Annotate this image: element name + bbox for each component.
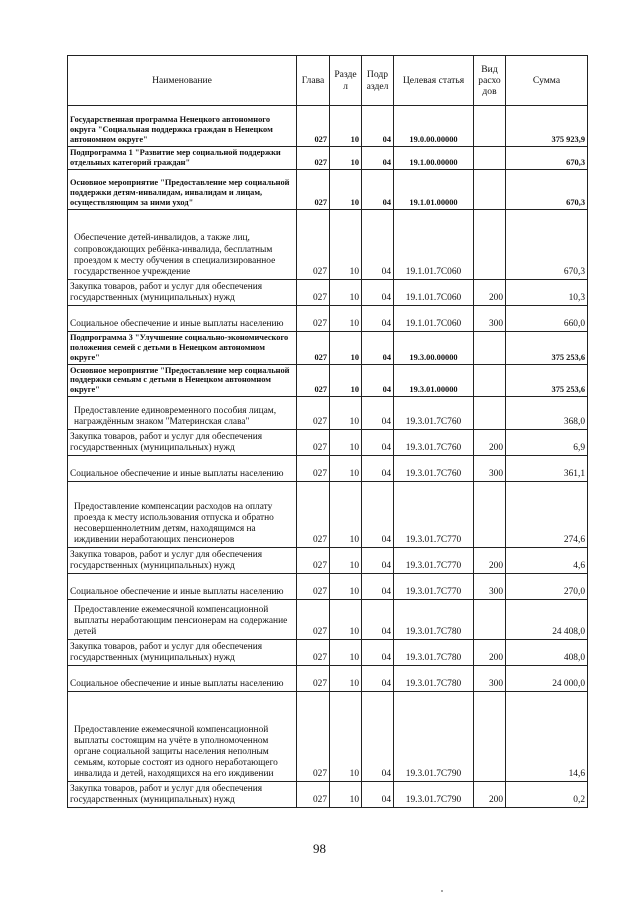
table-row bbox=[68, 600, 588, 640]
cell-podrazdel: 04 bbox=[362, 364, 394, 397]
cell-podrazdel: 04 bbox=[362, 482, 394, 548]
cell-name: Основное мероприятие "Предоставление мер социальной поддержки детям-инвалидам, инвалидам и лицам, осуществляющим за ними уход" bbox=[68, 169, 297, 209]
cell-name: Обеспечение детей-инвалидов, а также лиц, сопровождающих ребёнка-инвалида, бесплатным проездом к месту обучения в специализированное государственное учреждение bbox=[68, 209, 297, 279]
table-row bbox=[68, 169, 588, 209]
cell-glava: 027 bbox=[297, 147, 330, 170]
table-row bbox=[68, 364, 588, 397]
table-row bbox=[68, 666, 588, 692]
cell-vid-raskhodov bbox=[474, 106, 506, 147]
cell-name: Предоставление единовременного пособия лицам, награждённым знаком "Материнская слава" bbox=[68, 397, 297, 430]
header-razdel: Разде л bbox=[330, 56, 362, 106]
cell-glava: 027 bbox=[297, 169, 330, 209]
table-row bbox=[68, 279, 588, 305]
header-row bbox=[68, 56, 588, 106]
cell-name: Предоставление ежемесячной компенсационной выплаты состоящим на учёте в уполномоченном органе социальной защиты населения неполным семьям, которые состоят из одного неработающего инвалида и детей, находящихся на его иждивении bbox=[68, 692, 297, 782]
cell-summa: 24 000,0 bbox=[506, 666, 588, 692]
table-row bbox=[68, 430, 588, 456]
table-row bbox=[68, 305, 588, 331]
cell-podrazdel: 04 bbox=[362, 456, 394, 482]
cell-podrazdel: 04 bbox=[362, 666, 394, 692]
cell-glava: 027 bbox=[297, 331, 330, 364]
cell-glava: 027 bbox=[297, 305, 330, 331]
cell-tselevaya-statya: 19.1.01.00000 bbox=[394, 169, 474, 209]
cell-glava: 027 bbox=[297, 456, 330, 482]
cell-name: Закупка товаров, работ и услуг для обеспечения государственных (муниципальных) нужд bbox=[68, 279, 297, 305]
cell-podrazdel: 04 bbox=[362, 640, 394, 666]
cell-summa: 10,3 bbox=[506, 279, 588, 305]
cell-summa: 368,0 bbox=[506, 397, 588, 430]
cell-summa: 375 253,6 bbox=[506, 331, 588, 364]
cell-glava: 027 bbox=[297, 430, 330, 456]
cell-glava: 027 bbox=[297, 106, 330, 147]
header-vid-raskhodov: Вид расхо дов bbox=[474, 56, 506, 106]
table-row bbox=[68, 548, 588, 574]
cell-razdel: 10 bbox=[330, 209, 362, 279]
cell-summa: 670,3 bbox=[506, 169, 588, 209]
table-row bbox=[68, 209, 588, 279]
cell-tselevaya-statya: 19.3.01.7С780 bbox=[394, 640, 474, 666]
cell-vid-raskhodov: 200 bbox=[474, 279, 506, 305]
budget-table bbox=[67, 55, 588, 808]
cell-razdel: 10 bbox=[330, 169, 362, 209]
cell-tselevaya-statya: 19.3.01.7С760 bbox=[394, 397, 474, 430]
cell-name: Подпрограмма 3 "Улучшение социально-экономического положения семей с детьми в Ненецком автономном округе" bbox=[68, 331, 297, 364]
cell-summa: 4,6 bbox=[506, 548, 588, 574]
header-summa: Сумма bbox=[506, 56, 588, 106]
cell-podrazdel: 04 bbox=[362, 279, 394, 305]
cell-tselevaya-statya: 19.3.01.00000 bbox=[394, 364, 474, 397]
header-glava: Глава bbox=[297, 56, 330, 106]
cell-tselevaya-statya: 19.3.01.7С770 bbox=[394, 548, 474, 574]
cell-glava: 027 bbox=[297, 548, 330, 574]
cell-podrazdel: 04 bbox=[362, 600, 394, 640]
cell-summa: 14,6 bbox=[506, 692, 588, 782]
cell-glava: 027 bbox=[297, 600, 330, 640]
table-row bbox=[68, 456, 588, 482]
cell-vid-raskhodov: 200 bbox=[474, 640, 506, 666]
cell-vid-raskhodov bbox=[474, 482, 506, 548]
cell-podrazdel: 04 bbox=[362, 147, 394, 170]
cell-glava: 027 bbox=[297, 364, 330, 397]
cell-podrazdel: 04 bbox=[362, 574, 394, 600]
cell-name: Закупка товаров, работ и услуг для обеспечения государственных (муниципальных) нужд bbox=[68, 548, 297, 574]
cell-tselevaya-statya: 19.3.01.7С780 bbox=[394, 666, 474, 692]
cell-razdel: 10 bbox=[330, 397, 362, 430]
cell-name: Социальное обеспечение и иные выплаты населению bbox=[68, 456, 297, 482]
cell-razdel: 10 bbox=[330, 305, 362, 331]
cell-glava: 027 bbox=[297, 397, 330, 430]
cell-vid-raskhodov: 300 bbox=[474, 305, 506, 331]
cell-name: Закупка товаров, работ и услуг для обеспечения государственных (муниципальных) нужд bbox=[68, 782, 297, 808]
cell-tselevaya-statya: 19.3.01.7С790 bbox=[394, 692, 474, 782]
cell-tselevaya-statya: 19.3.01.7С770 bbox=[394, 482, 474, 548]
cell-vid-raskhodov bbox=[474, 692, 506, 782]
cell-name: Закупка товаров, работ и услуг для обеспечения государственных (муниципальных) нужд bbox=[68, 640, 297, 666]
cell-podrazdel: 04 bbox=[362, 106, 394, 147]
cell-razdel: 10 bbox=[330, 574, 362, 600]
table-row bbox=[68, 640, 588, 666]
cell-podrazdel: 04 bbox=[362, 548, 394, 574]
cell-podrazdel: 04 bbox=[362, 331, 394, 364]
cell-summa: 375 923,9 bbox=[506, 106, 588, 147]
cell-name: Подпрограмма 1 "Развитие мер социальной поддержки отдельных категорий граждан" bbox=[68, 147, 297, 170]
cell-podrazdel: 04 bbox=[362, 209, 394, 279]
cell-summa: 361,1 bbox=[506, 456, 588, 482]
table-row bbox=[68, 331, 588, 364]
cell-podrazdel: 04 bbox=[362, 397, 394, 430]
cell-summa: 375 253,6 bbox=[506, 364, 588, 397]
scan-speck bbox=[441, 890, 443, 892]
table-row bbox=[68, 782, 588, 808]
cell-podrazdel: 04 bbox=[362, 782, 394, 808]
cell-glava: 027 bbox=[297, 640, 330, 666]
cell-razdel: 10 bbox=[330, 456, 362, 482]
cell-vid-raskhodov bbox=[474, 397, 506, 430]
cell-glava: 027 bbox=[297, 482, 330, 548]
table-body bbox=[68, 106, 588, 808]
cell-tselevaya-statya: 19.1.01.7С060 bbox=[394, 209, 474, 279]
cell-name: Социальное обеспечение и иные выплаты населению bbox=[68, 574, 297, 600]
cell-name: Государственная программа Ненецкого автономного округа "Социальная поддержка граждан в Ненецком автономном округе" bbox=[68, 106, 297, 147]
cell-tselevaya-statya: 19.3.01.7С760 bbox=[394, 456, 474, 482]
cell-summa: 408,0 bbox=[506, 640, 588, 666]
cell-razdel: 10 bbox=[330, 279, 362, 305]
cell-vid-raskhodov: 200 bbox=[474, 430, 506, 456]
cell-vid-raskhodov: 300 bbox=[474, 456, 506, 482]
cell-name: Предоставление ежемесячной компенсационной выплаты неработающим пенсионерам на содержание детей bbox=[68, 600, 297, 640]
cell-tselevaya-statya: 19.3.01.7С780 bbox=[394, 600, 474, 640]
cell-glava: 027 bbox=[297, 666, 330, 692]
cell-razdel: 10 bbox=[330, 640, 362, 666]
cell-podrazdel: 04 bbox=[362, 430, 394, 456]
cell-podrazdel: 04 bbox=[362, 692, 394, 782]
cell-vid-raskhodov bbox=[474, 331, 506, 364]
table-row bbox=[68, 397, 588, 430]
cell-razdel: 10 bbox=[330, 548, 362, 574]
cell-razdel: 10 bbox=[330, 692, 362, 782]
cell-tselevaya-statya: 19.1.00.00000 bbox=[394, 147, 474, 170]
cell-summa: 660,0 bbox=[506, 305, 588, 331]
cell-glava: 027 bbox=[297, 574, 330, 600]
cell-vid-raskhodov bbox=[474, 169, 506, 209]
cell-razdel: 10 bbox=[330, 430, 362, 456]
cell-razdel: 10 bbox=[330, 782, 362, 808]
table-row bbox=[68, 482, 588, 548]
cell-razdel: 10 bbox=[330, 482, 362, 548]
cell-vid-raskhodov: 200 bbox=[474, 548, 506, 574]
cell-vid-raskhodov bbox=[474, 364, 506, 397]
cell-razdel: 10 bbox=[330, 147, 362, 170]
cell-razdel: 10 bbox=[330, 364, 362, 397]
table-row bbox=[68, 106, 588, 147]
header-naimenovanie: Наименование bbox=[68, 56, 297, 106]
cell-tselevaya-statya: 19.3.01.7С760 bbox=[394, 430, 474, 456]
header-podrazdel: Подр аздел bbox=[362, 56, 394, 106]
cell-name: Основное мероприятие "Предоставление мер социальной поддержки семьям с детьми в Ненецком автономном округе" bbox=[68, 364, 297, 397]
cell-tselevaya-statya: 19.1.01.7С060 bbox=[394, 305, 474, 331]
cell-glava: 027 bbox=[297, 782, 330, 808]
cell-vid-raskhodov bbox=[474, 209, 506, 279]
cell-name: Закупка товаров, работ и услуг для обеспечения государственных (муниципальных) нужд bbox=[68, 430, 297, 456]
cell-vid-raskhodov: 200 bbox=[474, 782, 506, 808]
cell-tselevaya-statya: 19.0.00.00000 bbox=[394, 106, 474, 147]
cell-vid-raskhodov bbox=[474, 600, 506, 640]
table-row bbox=[68, 692, 588, 782]
cell-razdel: 10 bbox=[330, 666, 362, 692]
cell-name: Социальное обеспечение и иные выплаты населению bbox=[68, 305, 297, 331]
cell-name: Социальное обеспечение и иные выплаты населению bbox=[68, 666, 297, 692]
cell-summa: 274,6 bbox=[506, 482, 588, 548]
cell-tselevaya-statya: 19.1.01.7С060 bbox=[394, 279, 474, 305]
cell-razdel: 10 bbox=[330, 331, 362, 364]
cell-razdel: 10 bbox=[330, 600, 362, 640]
cell-summa: 0,2 bbox=[506, 782, 588, 808]
cell-summa: 670,3 bbox=[506, 209, 588, 279]
cell-vid-raskhodov: 300 bbox=[474, 574, 506, 600]
cell-podrazdel: 04 bbox=[362, 305, 394, 331]
cell-summa: 270,0 bbox=[506, 574, 588, 600]
cell-glava: 027 bbox=[297, 279, 330, 305]
cell-razdel: 10 bbox=[330, 106, 362, 147]
cell-glava: 027 bbox=[297, 209, 330, 279]
cell-tselevaya-statya: 19.3.00.00000 bbox=[394, 331, 474, 364]
cell-summa: 670,3 bbox=[506, 147, 588, 170]
cell-vid-raskhodov bbox=[474, 147, 506, 170]
cell-glava: 027 bbox=[297, 692, 330, 782]
cell-summa: 24 408,0 bbox=[506, 600, 588, 640]
cell-tselevaya-statya: 19.3.01.7С770 bbox=[394, 574, 474, 600]
cell-vid-raskhodov: 300 bbox=[474, 666, 506, 692]
cell-podrazdel: 04 bbox=[362, 169, 394, 209]
page-number: 98 bbox=[313, 841, 326, 856]
cell-summa: 6,9 bbox=[506, 430, 588, 456]
header-tselevaya-statya: Целевая статья bbox=[394, 56, 474, 106]
table-row bbox=[68, 574, 588, 600]
cell-name: Предоставление компенсации расходов на оплату проезда к месту использования отпуска и обратно несовершеннолетним детям, находящимся на иждивении неработающих пенсионеров bbox=[68, 482, 297, 548]
cell-tselevaya-statya: 19.3.01.7С790 bbox=[394, 782, 474, 808]
table-row bbox=[68, 147, 588, 170]
